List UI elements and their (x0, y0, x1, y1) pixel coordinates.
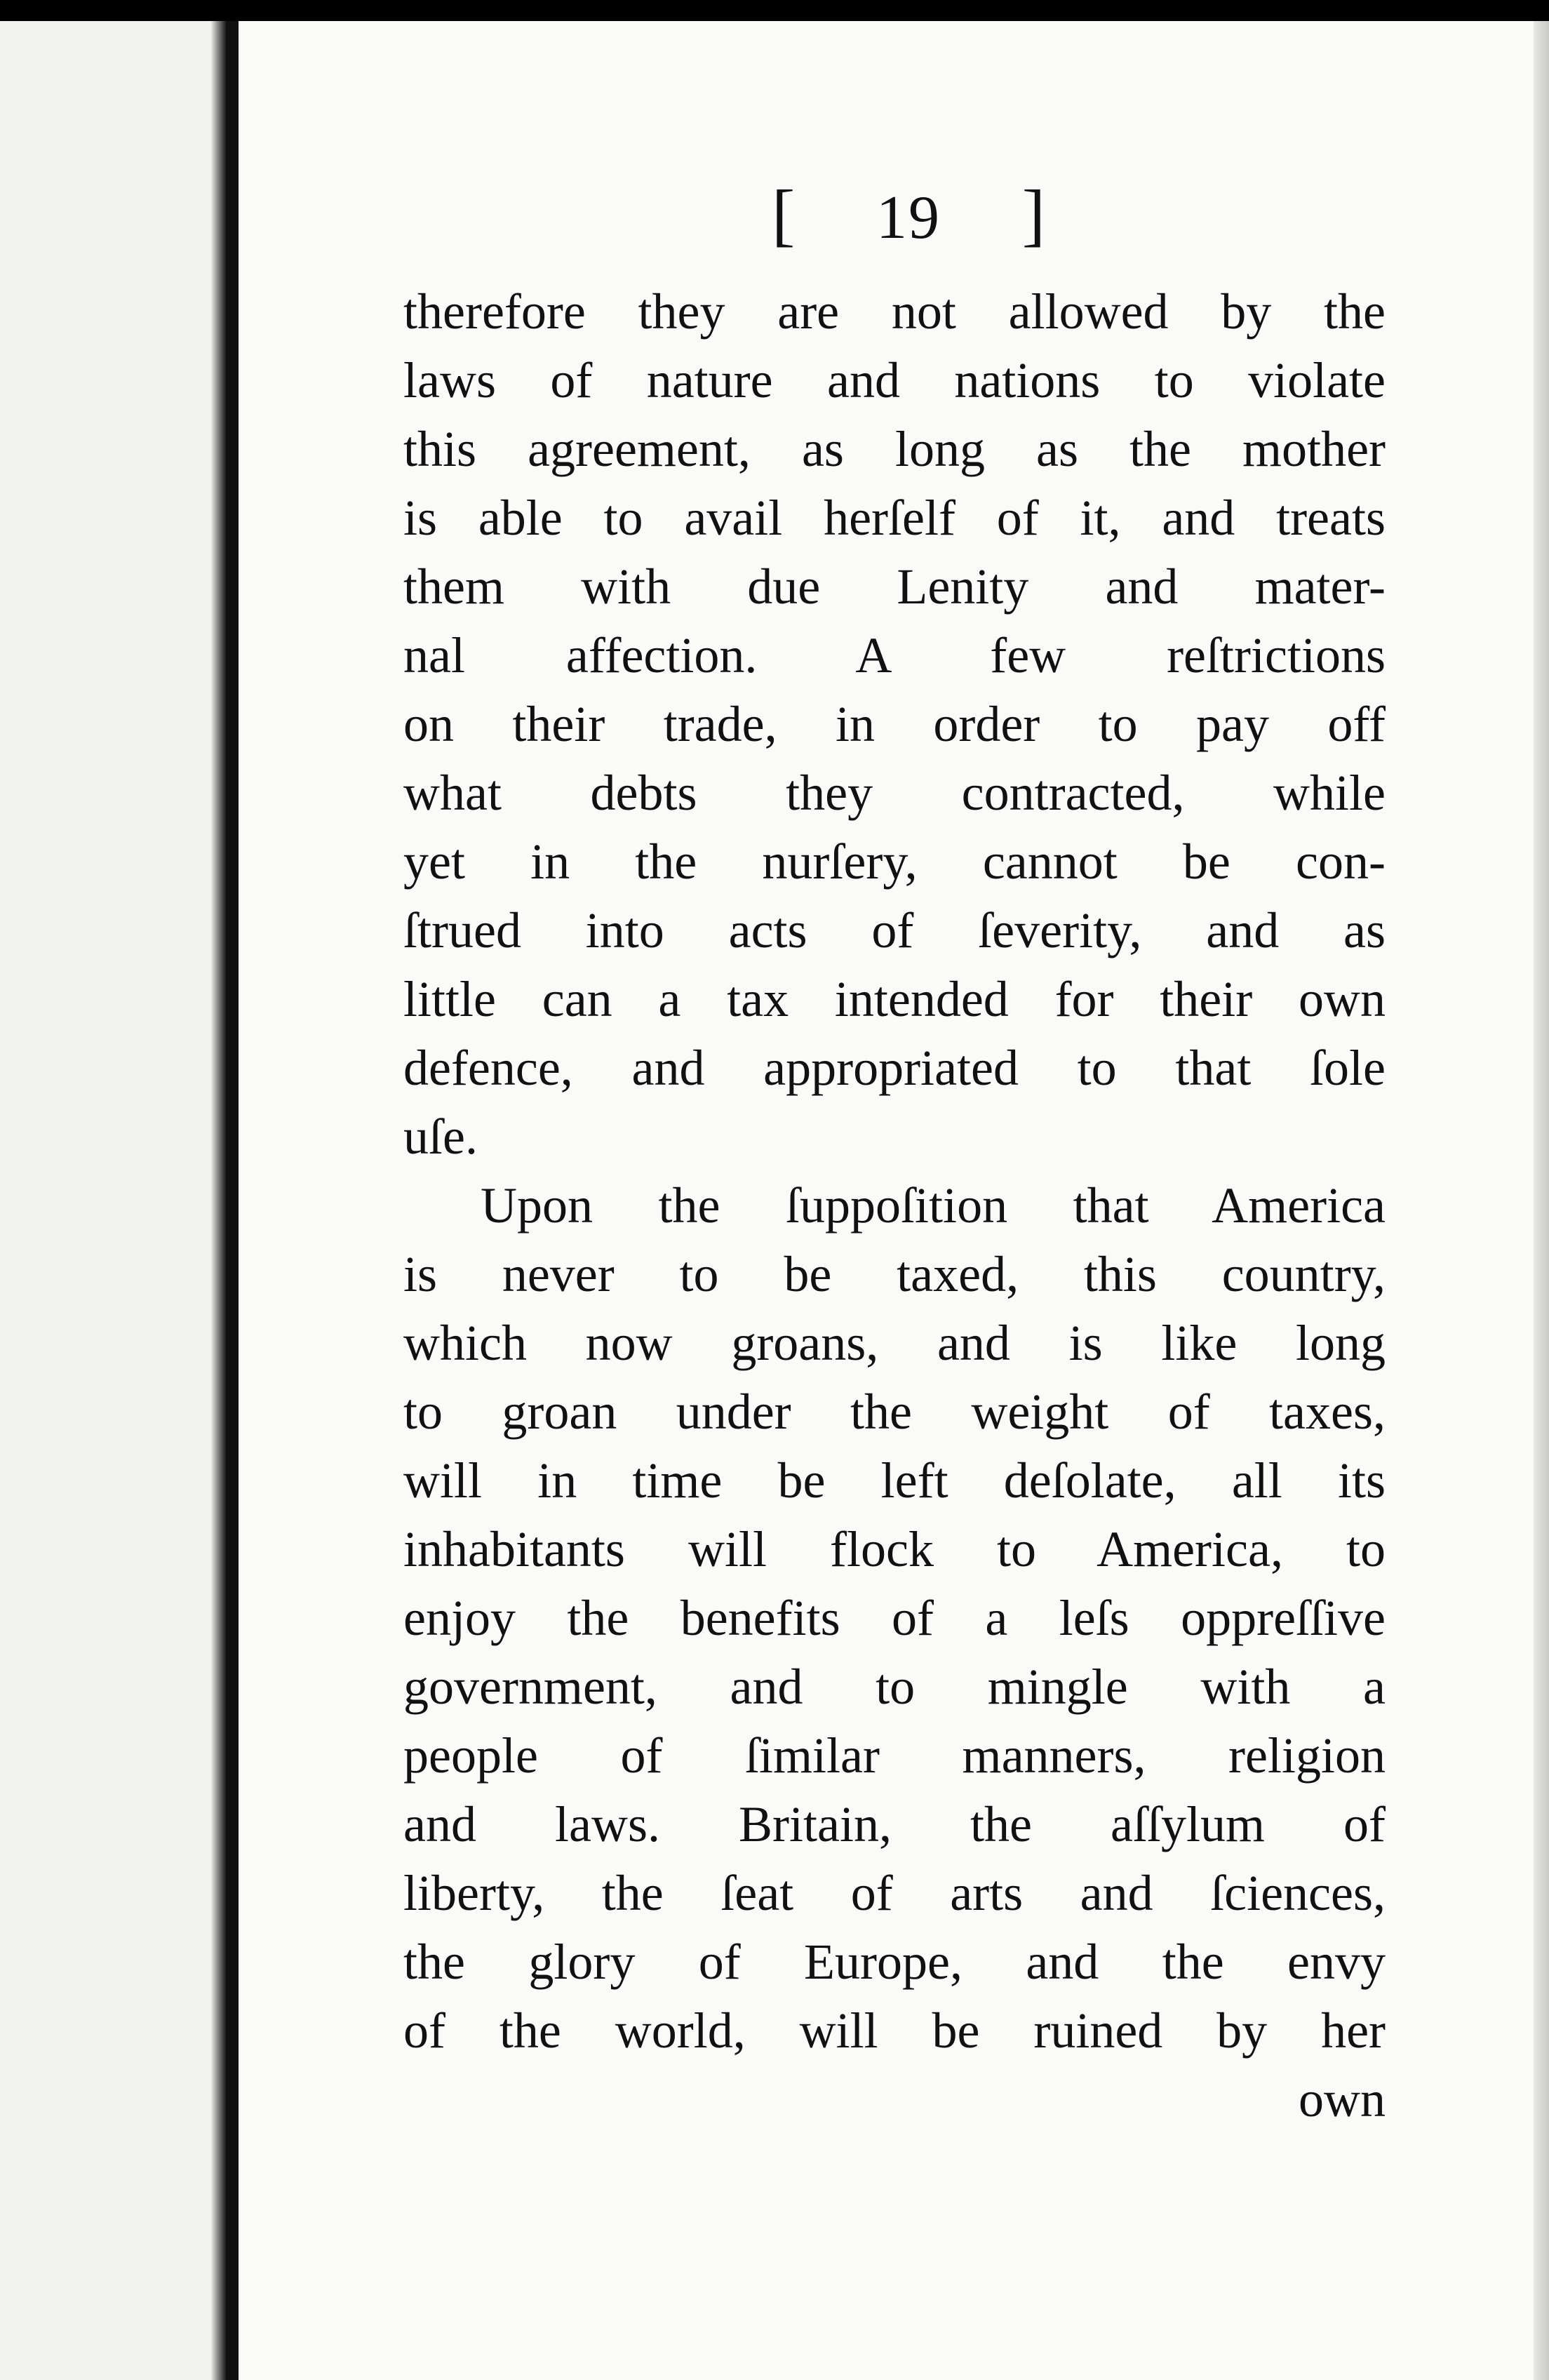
paragraph-1 (403, 277, 1386, 1171)
text-line: will in time be left deſolate, all its (403, 1452, 1386, 1509)
facing-page-edge (0, 21, 226, 2380)
text-line: on their trade, in order to pay off (403, 696, 1386, 752)
text-line: is able to avail herſelf of it, and treats (403, 490, 1386, 546)
page-header (772, 174, 1045, 255)
header-close-bracket: ] (1021, 175, 1045, 253)
gutter-shadow (210, 21, 226, 2380)
text-line: laws of nature and nations to violate (403, 352, 1386, 408)
spine-shadow (226, 21, 239, 2380)
text-line: the glory of Europe, and the envy (403, 1934, 1386, 1990)
text-line: uſe. (403, 1109, 478, 1165)
text-line: Upon the ſuppoſition that America (481, 1177, 1386, 1234)
text-line: this agreement, as long as the mother (403, 421, 1386, 477)
text-line: yet in the nurſery, cannot be con- (403, 834, 1386, 890)
text-line: enjoy the benefits of a leſs oppreſſive (403, 1590, 1386, 1646)
text-line: ſtrued into acts of ſeverity, and as (403, 902, 1386, 958)
text-line: of the world, will be ruined by her (403, 2003, 1386, 2059)
text-line: people of ſimilar manners, religion (403, 1727, 1386, 1784)
text-line: and laws. Britain, the aſſylum of (403, 1796, 1386, 1852)
text-line: therefore they are not allowed by the (403, 283, 1386, 340)
scan-border-top (0, 0, 1549, 21)
text-line: which now groans, and is like long (403, 1315, 1386, 1371)
text-line: to groan under the weight of taxes, (403, 1384, 1386, 1440)
text-line: them with due Lenity and mater- (403, 559, 1386, 615)
text-line: defence, and appropriated to that ſole (403, 1040, 1386, 1096)
page-number: 19 (876, 184, 941, 252)
catchword: own (1299, 2071, 1386, 2127)
header-open-bracket: [ (772, 175, 796, 253)
text-line: what debts they contracted, while (403, 765, 1386, 821)
text-line: little can a tax intended for their own (403, 971, 1386, 1027)
body-text (403, 277, 1386, 2134)
text-line: liberty, the ſeat of arts and ſciences, (403, 1865, 1386, 1921)
page-edge (1534, 21, 1549, 2380)
text-line: inhabitants will flock to America, to (403, 1521, 1386, 1577)
text-line: nal affection. A few reſtrictions (403, 627, 1386, 683)
text-line: is never to be taxed, this country, (403, 1246, 1386, 1302)
paragraph-2 (403, 1171, 1386, 2065)
text-line: government, and to mingle with a (403, 1659, 1386, 1715)
